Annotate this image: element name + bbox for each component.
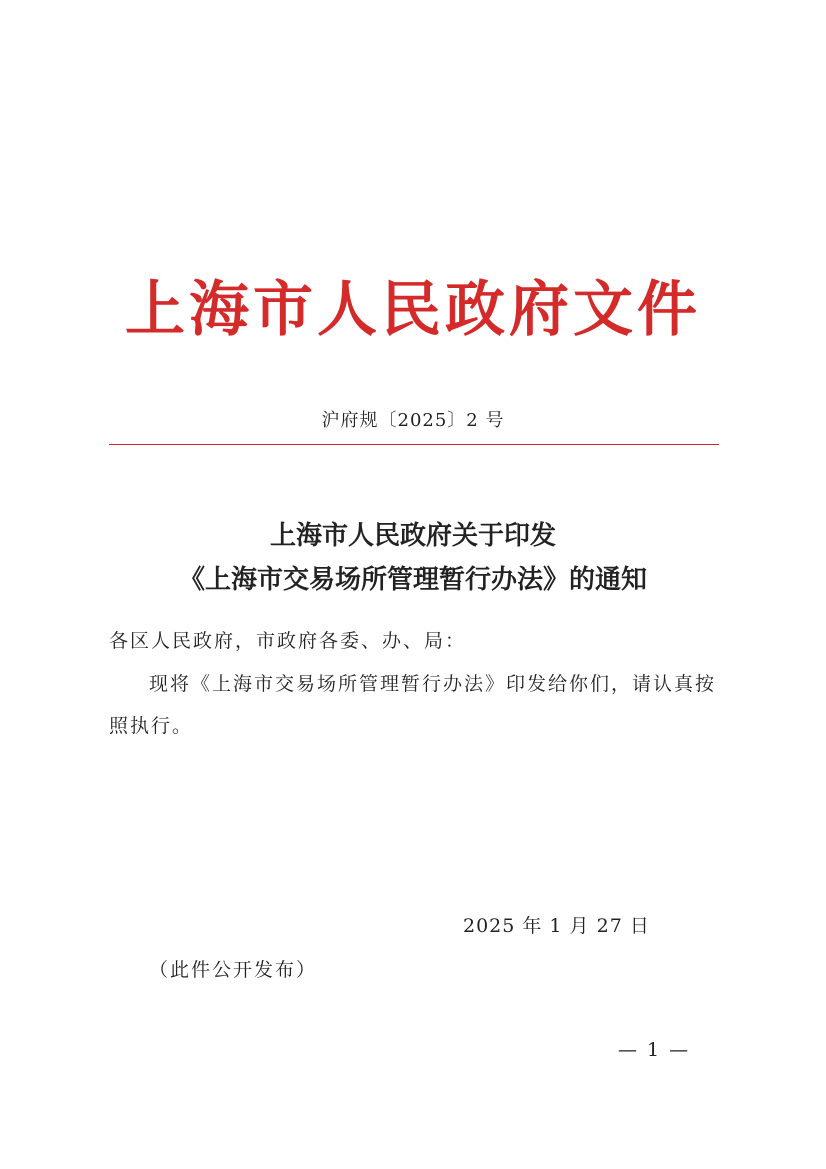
notice-title-line1: 上海市人民政府关于印发: [269, 521, 556, 551]
page-number: — 1 —: [618, 1039, 691, 1061]
issue-date: 2025 年 1 月 27 日: [463, 915, 650, 937]
red-separator-line: [109, 444, 719, 445]
body-paragraph-line1: 现将《上海市交易场所管理暂行办法》印发给你们，请认真按: [149, 673, 717, 695]
document-number: 沪府规〔2025〕2 号: [321, 410, 505, 431]
notice-title-line2: 《上海市交易场所管理暂行办法》的通知: [178, 565, 647, 595]
publish-note: （此件公开发布）: [149, 959, 318, 981]
body-paragraph-line2: 照执行。: [109, 715, 194, 737]
addressee: 各区人民政府，市政府各委、办、局：: [109, 630, 467, 652]
issuer-title: 上海市人民政府文件: [125, 275, 701, 345]
